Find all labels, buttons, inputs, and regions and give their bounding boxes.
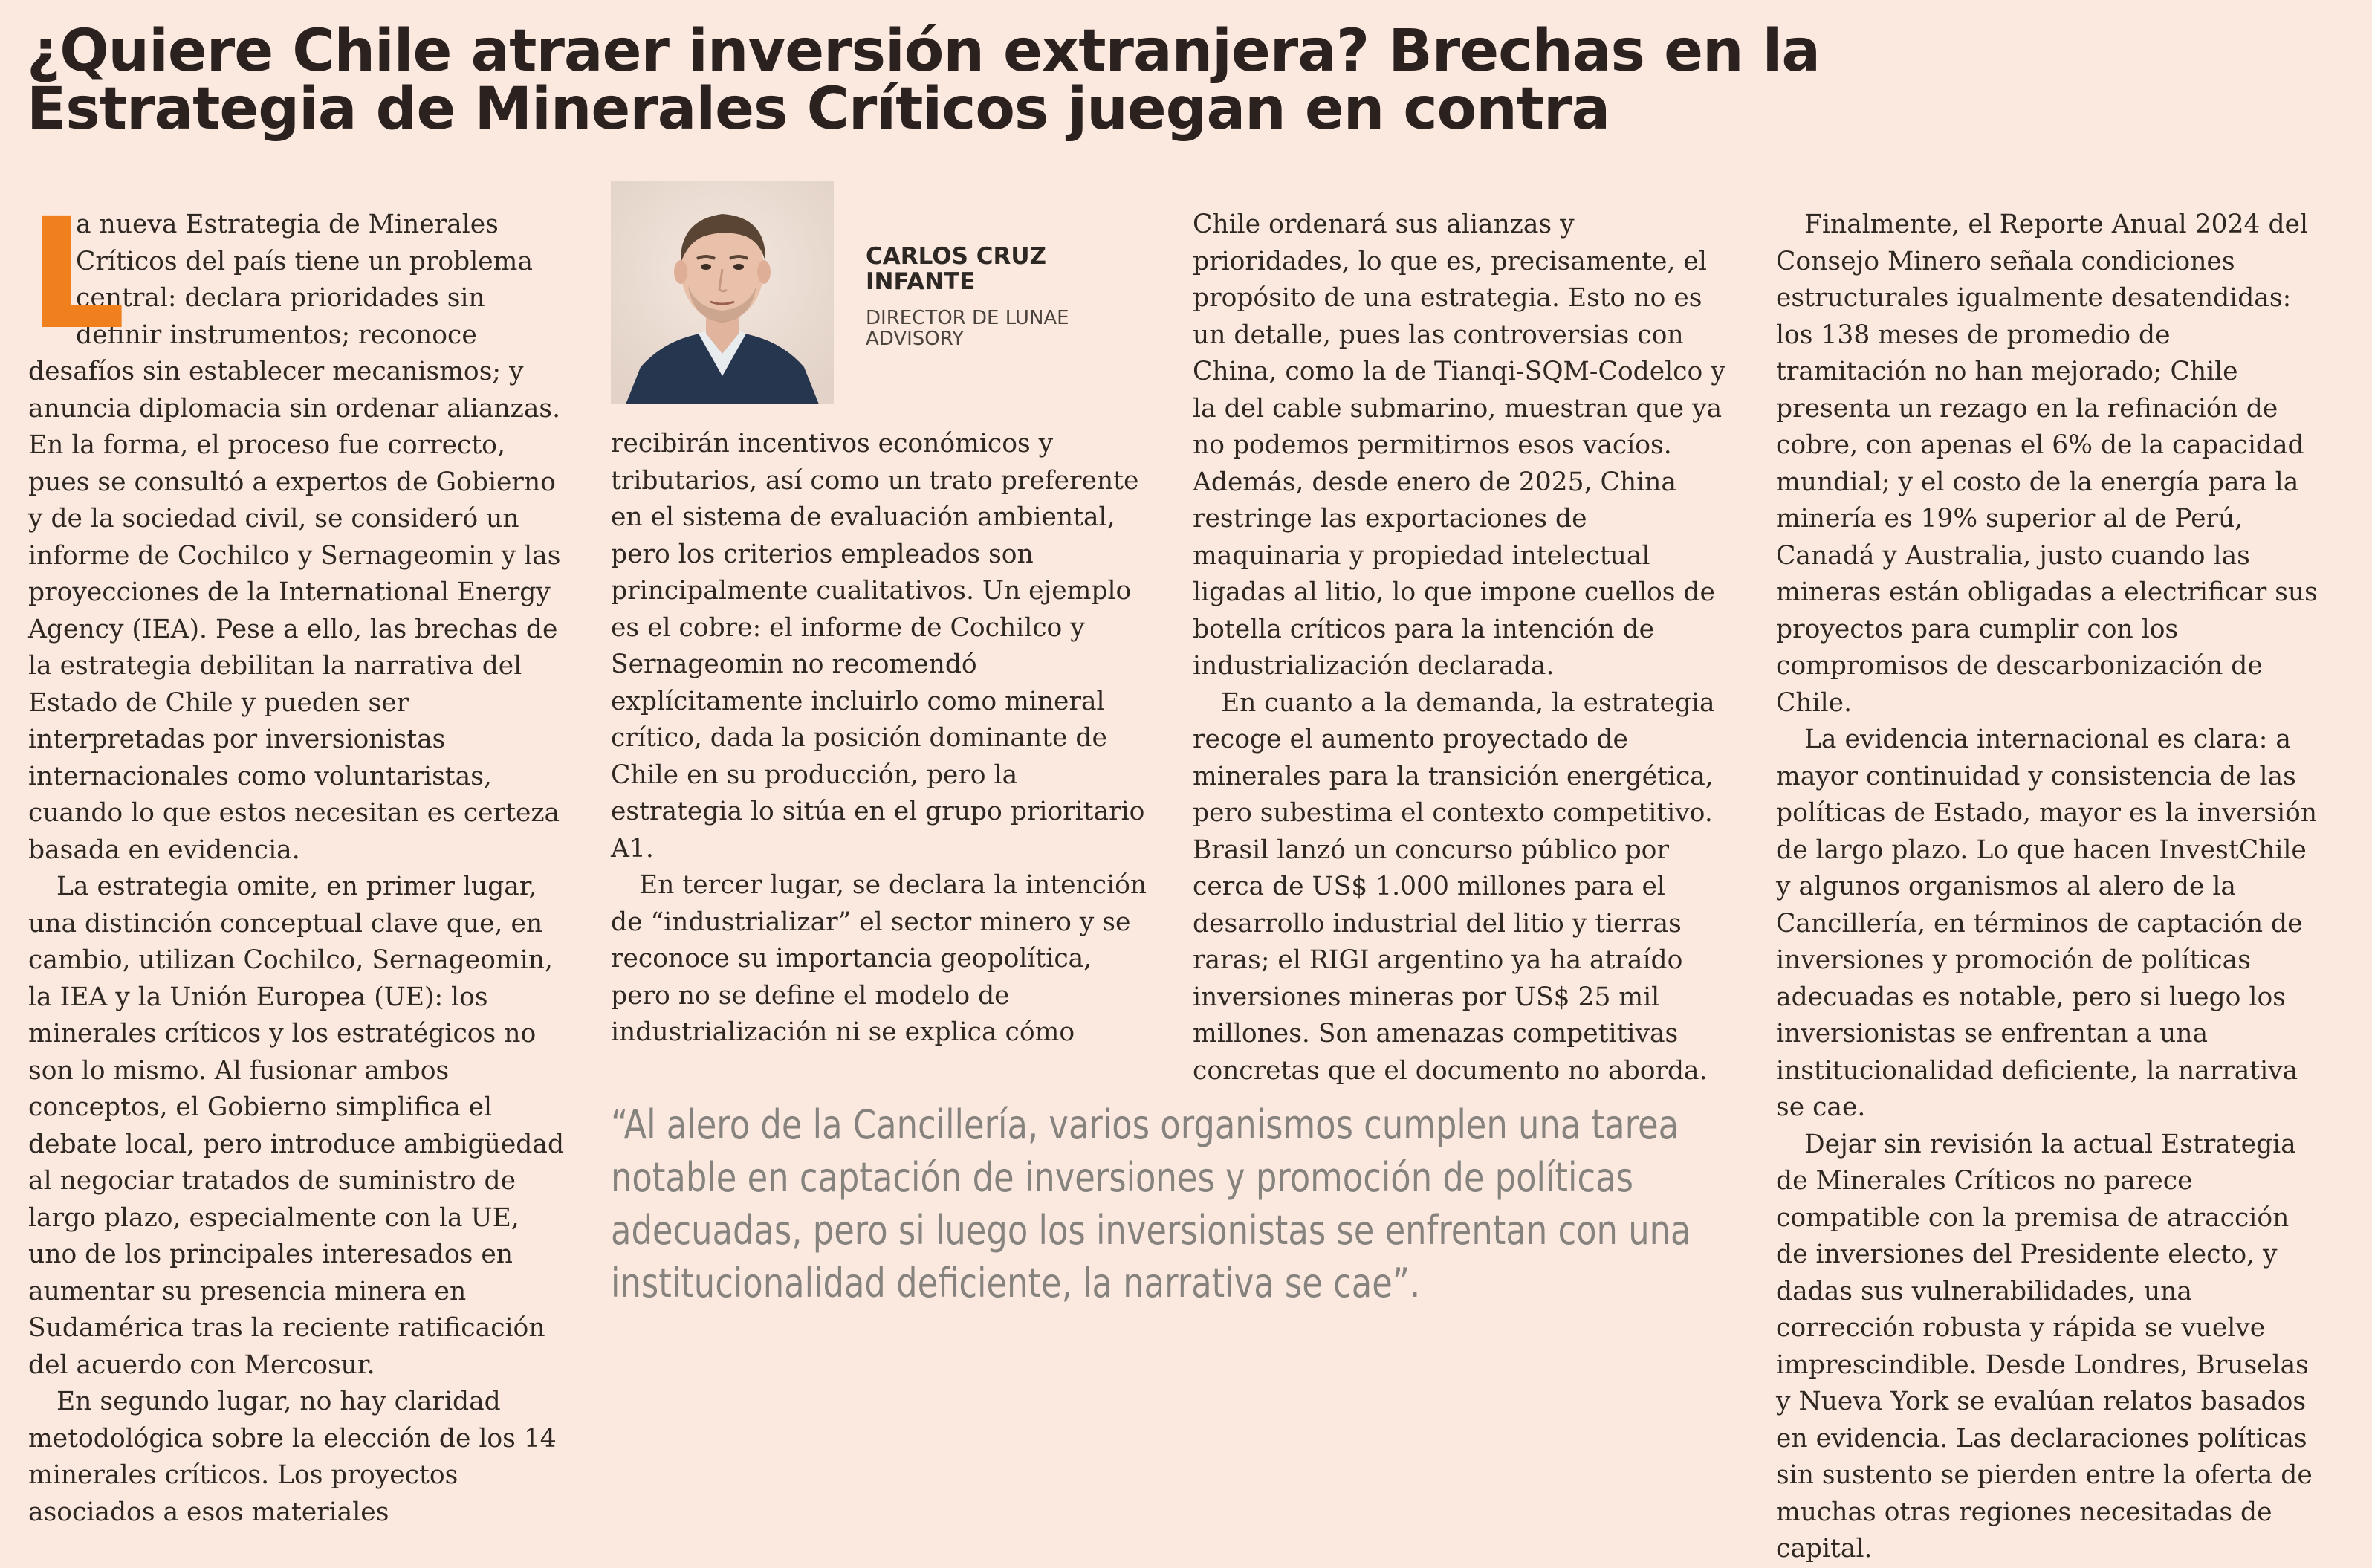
paragraph: En cuanto a la demanda, la estrategia recoge el aumento proyectado de minerales para la transición energética, pero subestima el contexto competitivo. Brasil lanzó un concurso público por cerca de US$ 1.000 millones para el desarrollo industrial del litio y tierras raras; el RIGI argentino ya ha atraído inversiones mineras por US$ 25 mil millones. Son amenazas competitivas concretas que el documento no aborda. <box>1193 687 1715 1086</box>
author-role: DIRECTOR DE LUNAE ADVISORY <box>866 307 1069 350</box>
drop-cap-letter: L <box>28 185 126 363</box>
paragraph: a nueva Estrategia de Minerales Críticos del país tiene un problema central: declara prioridades sin definir instrumentos; reconoce desafíos sin establecer mecanismos; y anuncia diplomacia sin ordenar alianzas. En la forma, el proceso fue correcto, pues se consultó a expertos de Gobierno y de la sociedad civil, se consideró un informe de Cochilco y Sernageomin y las proyecciones de la International Energy Agency (IEA). Pese a ello, las brechas de la estrategia debilitan la narrativa del Estado de Chile y pueden ser interpretadas por inversionistas internacionales como voluntaristas, cuando lo que estos necesitan es certeza basada en evidencia. <box>28 210 561 865</box>
article-column-3 <box>1193 207 1738 1089</box>
article-column-1 <box>28 185 572 1531</box>
paragraph: Chile ordenará sus alianzas y prioridades, lo que es, precisamente, el propósito de una estrategia. Esto no es un detalle, pues las controversias con China, como la de Tianqi-SQM-Codelco y la del cable submarino, muestran que ya no podemos permitirnos esos vacíos. Además, desde enero de 2025, China restringe las exportaciones de maquinaria y propiedad intelectual ligadas al litio, lo que impone cuellos de botella críticos para la intención de industrialización declarada. <box>1193 210 1725 681</box>
paragraph: recibirán incentivos económicos y tributarios, así como un trato preferente en el sistema de evaluación ambiental, pero los criterios empleados son principalmente cualitativos. Un ejemplo es el cobre: el informe de Cochilco y Sernageomin no recomendó explícitamente incluirlo como mineral crítico, dada la posición dominante de Chile en su producción, pero la estrategia lo sitúa en el grupo prioritario A1. <box>611 429 1145 864</box>
paragraph: La evidencia internacional es clara: a mayor continuidad y consistencia de las políticas de Estado, mayor es la inversión de largo plazo. Lo que hacen InvestChile y algunos organismos al alero de la Cancillería, en términos de captación de inversiones y promoción de políticas adecuadas es notable, pero si luego los inversionistas se enfrentan a una institucionalidad deficiente, la narrativa se cae. <box>1776 725 2318 1122</box>
author-name: CARLOS CRUZ INFANTE <box>866 243 1047 295</box>
author-photo <box>611 181 834 404</box>
paragraph: La estrategia omite, en primer lugar, una distinción conceptual clave que, en cambio, utilizan Cochilco, Sernageomin, la IEA y la Unión Europea (UE): los minerales críticos y los estratégicos no son lo mismo. Al fusionar ambos conceptos, el Gobierno simplifica el debate local, pero introduce ambigüedad al negociar tratados de suministro de largo plazo, especialmente con la UE, uno de los principales interesados en aumentar su presencia minera en Sudamérica tras la reciente ratificación del acuerdo con Mercosur. <box>28 872 565 1380</box>
paragraph: En segundo lugar, no hay claridad metodológica sobre la elección de los 14 minerales críticos. Los proyectos asociados a esos materiales <box>28 1387 557 1527</box>
article-headline: ¿Quiere Chile atraer inversión extranjera? Brechas en la Estrategia de Minerales Críticos juegan en contra <box>27 18 1821 143</box>
drop-cap <box>28 185 126 363</box>
paragraph: Finalmente, el Reporte Anual 2024 del Consejo Minero señala condiciones estructurales igualmente desatendidas: los 138 meses de promedio de tramitación no han mejorado; Chile presenta un rezago en la refinación de cobre, con apenas el 6% de la capacidad mundial; y el costo de la energía para la minería es 19% superior al de Perú, Canadá y Australia, justo cuando las mineras están obligadas a electrificar sus proyectos para cumplir con los compromisos de descarbonización de Chile. <box>1776 210 2318 718</box>
paragraph: En tercer lugar, se declara la intención de “industrializar” el sector minero y se reconoce su importancia geopolítica, pero no se define el modelo de industrialización ni se explica cómo <box>611 870 1147 1047</box>
article-column-2 <box>611 426 1153 1052</box>
author-portrait-icon <box>611 181 834 404</box>
paragraph: Dejar sin revisión la actual Estrategia de Minerales Críticos no parece compatible con la premisa de atracción de inversiones del Presidente electo, y dadas sus vulnerabilidades, una corrección robusta y rápida se vuelve imprescindible. Desde Londres, Bruselas y Nueva York se evalúan relatos basados en evidencia. Las declaraciones políticas sin sustento se pierden entre la oferta de muchas otras regiones necesitadas de capital. <box>1776 1129 2313 1564</box>
pull-quote: “Al alero de la Cancillería, varios organismos cumplen una tarea notable en captación de inversiones y promoción de políticas adecuadas, pero si luego los inversionistas se enfrentan con una institucionalidad deficiente, la narrativa se cae”. <box>611 1101 1691 1306</box>
article-column-4 <box>1776 207 2326 1568</box>
